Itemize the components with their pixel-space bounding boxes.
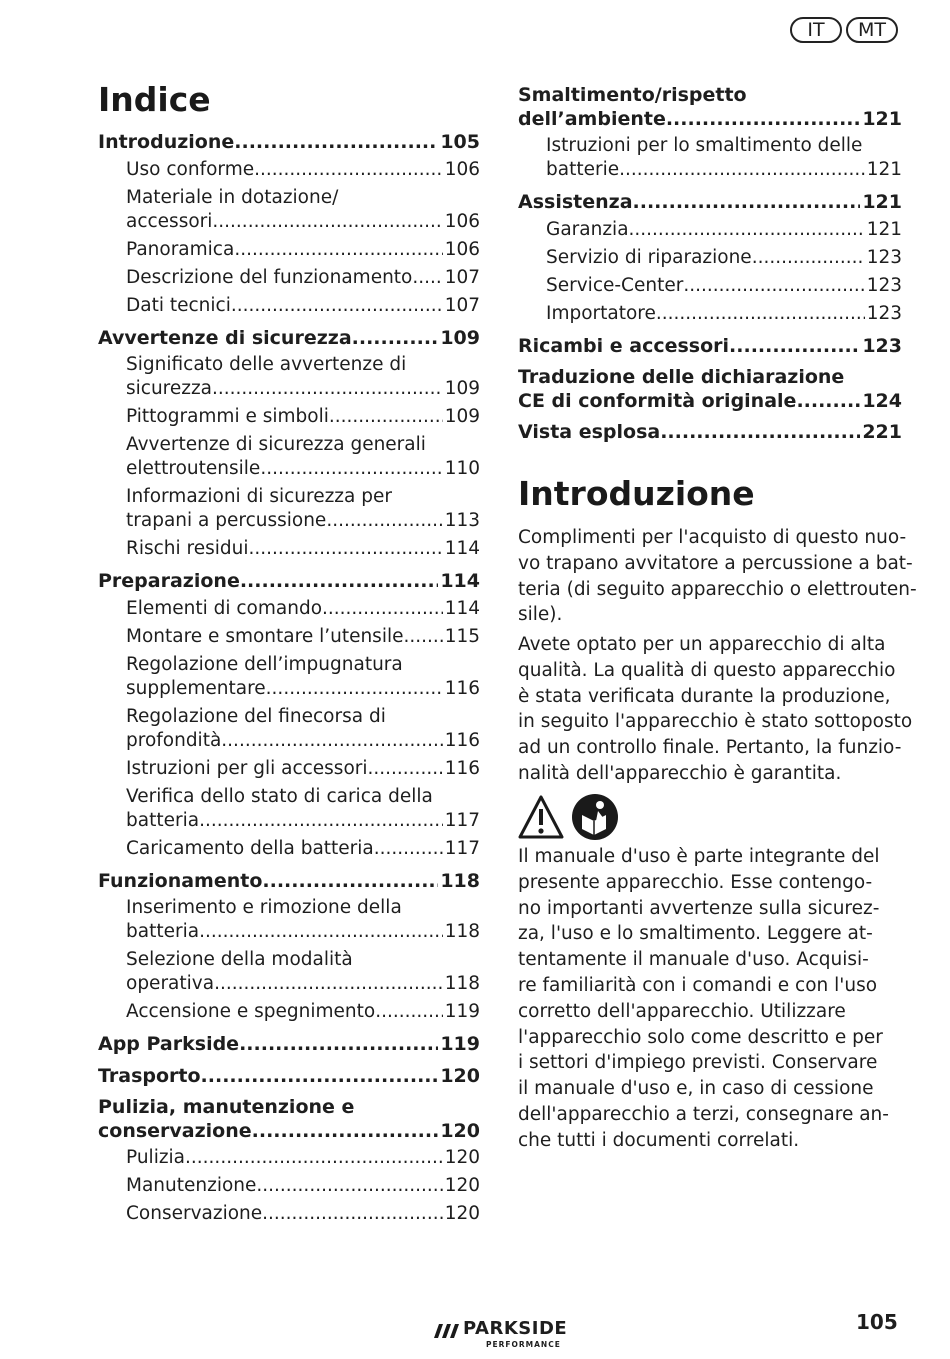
paragraph-line: è stata verificata durante la produzione, (518, 685, 891, 707)
leader-dots (729, 334, 860, 358)
leader-dots (239, 1032, 438, 1056)
leader-dots (212, 210, 442, 234)
language-badge-mt: MT (846, 17, 898, 43)
toc-entry-title: Istruzioni per gli accessori (126, 757, 368, 779)
leader-dots (254, 158, 443, 182)
toc-entry-title: batteria (126, 809, 200, 831)
toc-entry-title: Panoramica (126, 238, 235, 260)
toc-page-number: 123 (866, 246, 902, 268)
toc-entry-title: Rischi residui (126, 538, 249, 559)
left-toc-entry (98, 569, 480, 593)
paragraph-line: i settori d'impiego previsti. Conservare (518, 1052, 878, 1074)
leader-dots (656, 302, 865, 326)
leader-dots (231, 294, 443, 318)
toc-entry-title: Informazioni di sicurezza per (126, 486, 392, 507)
left-toc-entry (126, 1174, 480, 1198)
toc-entry-title: Smaltimento/rispetto (518, 84, 747, 106)
left-toc-entry (126, 896, 480, 944)
toc-title: Indice (98, 80, 211, 119)
toc-page-number: 119 (444, 1001, 480, 1022)
leader-dots (633, 190, 861, 214)
toc-page-number: 107 (444, 266, 480, 288)
parkside-logo (430, 1318, 590, 1350)
toc-entry-title: Pittogrammi e simboli (126, 406, 329, 427)
leader-dots (368, 757, 443, 781)
right-toc-entry (546, 218, 902, 242)
paragraph-line: vo trapano avvitatore a percussione a bat- (518, 552, 913, 574)
toc-page-number: 123 (866, 302, 902, 324)
toc-page-number: 119 (440, 1033, 480, 1055)
toc-page-number: 123 (866, 274, 902, 296)
left-toc-entry (98, 869, 480, 893)
toc-entry-title: Verifica dello stato di carica della (126, 785, 433, 807)
toc-page-number: 121 (862, 191, 902, 213)
toc-entry-title: Assistenza (518, 191, 633, 213)
page-number: 105 (856, 1310, 898, 1334)
toc-page-number: 118 (444, 921, 480, 942)
leader-dots (201, 1064, 439, 1088)
toc-entry-title: Montare e smontare l’utensile (126, 625, 404, 647)
toc-page-number: 106 (444, 238, 480, 260)
leader-dots (256, 1174, 442, 1198)
leader-dots (214, 972, 443, 996)
toc-entry-title: Elementi di comando (126, 597, 323, 619)
left-toc-entry (126, 757, 480, 781)
leader-dots (240, 569, 438, 593)
toc-entry-title: sicurezza (126, 378, 213, 399)
paragraph-line: ad un controllo finale. Pertanto, la funzio- (518, 737, 902, 759)
leader-dots (752, 246, 865, 270)
section-title: Introduzione (518, 474, 755, 513)
toc-page-number: 114 (444, 597, 480, 619)
warning-triangle-icon (520, 797, 562, 837)
paragraph-line: che tutti i documenti correlati. (518, 1129, 800, 1151)
left-toc-entry (98, 326, 480, 350)
toc-page-number: 110 (444, 458, 480, 479)
toc-page-number: 106 (444, 210, 480, 232)
paragraph-line: nalità dell'apparecchio è garantita. (518, 762, 842, 784)
right-toc-entry (518, 365, 902, 413)
toc-entry-title: Avvertenze di sicurezza (98, 326, 352, 349)
toc-entry-title: Inserimento e rimozione della (126, 897, 402, 918)
left-toc-entry (98, 1064, 480, 1088)
paragraph-line: presente apparecchio. Esse contengo- (518, 871, 873, 893)
toc-page-number: 124 (862, 390, 902, 412)
toc-entry-title: Traduzione delle dichiarazione (518, 366, 845, 388)
toc-entry-title: conservazione (98, 1120, 252, 1142)
toc-entry-title: supplementare (126, 677, 266, 699)
left-toc-entry (126, 537, 480, 561)
left-toc-entry (126, 705, 480, 753)
toc-page-number: 113 (444, 510, 480, 531)
left-toc-entry (126, 1146, 480, 1170)
toc-page-number: 106 (444, 158, 480, 180)
leader-dots (252, 1119, 439, 1143)
leader-dots (249, 537, 443, 561)
brand-subline: PERFORMANCE (486, 1340, 561, 1349)
toc-entry-title: trapani a percussione (126, 510, 327, 531)
toc-entry-title: Conservazione (126, 1203, 263, 1224)
safety-icons (518, 793, 628, 843)
left-toc-entry (126, 948, 480, 996)
toc-entry-title: Significato delle avvertenze di (126, 354, 407, 375)
leader-dots (660, 420, 860, 444)
toc-entry-title: Uso conforme (126, 158, 255, 180)
left-toc-entry (126, 186, 480, 234)
right-toc-entry (546, 302, 902, 326)
toc-entry-title: Dati tecnici (126, 294, 231, 316)
toc-entry-title: Descrizione del funzionamento (126, 266, 413, 288)
right-toc-entry (518, 83, 902, 131)
right-toc-entry (546, 246, 902, 270)
toc-entry-title: Vista esplosa (518, 421, 661, 443)
left-toc-entry (126, 837, 480, 861)
left-toc-entry (126, 485, 480, 533)
toc-page-number: 120 (440, 1120, 480, 1142)
toc-page-number: 115 (444, 625, 480, 647)
toc-entry-title: elettroutensile (126, 458, 261, 479)
left-toc-entry (126, 158, 480, 182)
paragraph-line: re familiarità con i comandi e con l'uso (518, 974, 878, 996)
paragraph-line: l'apparecchio solo come descritto e per (518, 1026, 883, 1048)
leader-dots (683, 274, 864, 298)
left-toc-entry (126, 597, 480, 621)
leader-dots (352, 326, 439, 350)
right-toc-entry (518, 334, 902, 358)
leader-dots (262, 1202, 443, 1226)
left-toc-entry (126, 433, 480, 481)
leader-dots (619, 158, 865, 182)
leader-dots (234, 130, 438, 154)
toc-page-number: 105 (440, 131, 480, 153)
toc-page-number: 109 (444, 406, 480, 427)
paragraph-line: Il manuale d'uso è parte integrante del (518, 846, 880, 867)
left-toc-entry (126, 238, 480, 262)
toc-page-number: 121 (866, 159, 902, 180)
leader-dots (212, 377, 443, 401)
intro-paragraph-2 (518, 632, 912, 787)
left-toc-entry (126, 353, 480, 401)
toc-entry-title: Funzionamento (98, 869, 263, 892)
leader-dots (221, 729, 442, 753)
toc-page-number: 117 (444, 809, 480, 831)
toc-page-number: 116 (444, 677, 480, 699)
leader-dots (374, 837, 443, 861)
read-manual-icon (572, 794, 618, 840)
leader-dots (796, 389, 860, 413)
paragraph-line: dell'apparecchio a terzi, consegnare an- (518, 1103, 889, 1125)
paragraph-line: teria (di seguito apparecchio o elettrouten- (518, 578, 917, 600)
paragraph-line: za, l'uso e lo smaltimento. Leggere at- (518, 923, 873, 945)
left-toc-entry (126, 653, 480, 701)
left-toc-entry (98, 1095, 480, 1143)
left-toc-entry (126, 1202, 480, 1226)
toc-entry-title: Avvertenze di sicurezza generali (126, 434, 426, 455)
toc-entry-title: Introduzione (98, 131, 235, 153)
paragraph-line: qualità. La qualità di questo apparecchio (518, 659, 896, 681)
intro-paragraph-1 (518, 525, 917, 628)
left-toc-entry (126, 1000, 480, 1024)
left-toc-entry (126, 266, 480, 290)
paragraph-line: in seguito l'apparecchio è stato sottoposto (518, 711, 913, 733)
paragraph-line: no importanti avvertenze sulla sicurez- (518, 897, 880, 919)
toc-entry-title: Caricamento della batteria (126, 837, 374, 859)
toc-entry-title: dell’ambiente (518, 108, 666, 130)
intro-paragraph-3 (518, 844, 889, 1154)
toc-page-number: 116 (444, 729, 480, 751)
toc-entry-title: batteria (126, 921, 200, 942)
toc-entry-title: Istruzioni per lo smaltimento delle (546, 135, 863, 156)
toc-entry-title: CE di conformità originale (518, 390, 797, 412)
paragraph-line: tentamente il manuale d'uso. Acquisi- (518, 949, 869, 971)
brand-name: PARKSIDE (463, 1318, 568, 1339)
right-toc-entry (546, 134, 902, 182)
toc-page-number: 121 (862, 108, 902, 130)
left-toc-entry (126, 405, 480, 429)
toc-entry-title: Garanzia (546, 218, 629, 240)
leader-dots (412, 266, 442, 290)
toc-page-number: 109 (440, 326, 480, 349)
toc-entry-title: Pulizia (126, 1147, 186, 1168)
leader-dots (403, 625, 442, 649)
toc-page-number: 120 (444, 1203, 480, 1224)
toc-page-number: 121 (866, 218, 902, 240)
left-toc-entry (98, 1032, 480, 1056)
leader-dots (329, 405, 443, 429)
leader-dots (234, 238, 442, 262)
right-toc-entry (518, 190, 902, 214)
right-toc-entry (518, 420, 902, 444)
toc-entry-title: Regolazione dell’impugnatura (126, 653, 403, 675)
paragraph-line: Complimenti per l'acquisto di questo nuo- (518, 527, 907, 548)
language-badge-it: IT (790, 17, 842, 43)
leader-dots (266, 677, 443, 701)
toc-entry-title: accessori (126, 210, 213, 232)
toc-entry-title: profondità (126, 729, 222, 751)
toc-page-number: 114 (444, 538, 480, 559)
paragraph-line: Avete optato per un apparecchio di alta (518, 634, 886, 655)
leader-dots (199, 920, 443, 944)
toc-page-number: 118 (440, 869, 480, 892)
leader-dots (666, 107, 860, 131)
left-toc-entry (98, 130, 480, 154)
leader-dots (185, 1146, 443, 1170)
toc-entry-title: Selezione della modalità (126, 949, 353, 970)
toc-entry-title: Accensione e spegnimento (126, 1001, 376, 1022)
paragraph-line: il manuale d'uso e, in caso di cessione (518, 1078, 874, 1100)
paragraph-line: sile). (518, 604, 563, 626)
toc-page-number: 109 (444, 378, 480, 399)
toc-page-number: 123 (862, 334, 902, 357)
left-toc-entry (126, 785, 480, 833)
toc-entry-title: App Parkside (98, 1033, 240, 1055)
toc-entry-title: batterie (546, 159, 620, 180)
toc-entry-title: Materiale in dotazione/ (126, 186, 339, 208)
toc-page-number: 118 (444, 973, 480, 994)
toc-entry-title: Manutenzione (126, 1175, 257, 1196)
toc-page-number: 117 (444, 837, 480, 859)
right-toc-entry (546, 274, 902, 298)
left-toc-entry (126, 294, 480, 318)
toc-entry-title: Servizio di riparazione (546, 246, 752, 268)
toc-entry-title: Trasporto (98, 1064, 201, 1087)
toc-page-number: 221 (862, 421, 902, 443)
toc-page-number: 116 (444, 757, 480, 779)
toc-page-number: 114 (440, 570, 480, 592)
paragraph-line: corretto dell'apparecchio. Utilizzare (518, 1000, 846, 1022)
leader-dots (262, 869, 438, 893)
toc-entry-title: Regolazione del finecorsa di (126, 705, 386, 727)
toc-page-number: 107 (444, 294, 480, 316)
toc-entry-title: operativa (126, 973, 215, 994)
toc-page-number: 120 (444, 1147, 480, 1168)
leader-dots (629, 218, 865, 242)
leader-dots (326, 509, 442, 533)
toc-entry-title: Ricambi e accessori (518, 334, 730, 357)
toc-page-number: 120 (444, 1175, 480, 1196)
left-toc-entry (126, 625, 480, 649)
leader-dots (322, 597, 443, 621)
toc-entry-title: Importatore (546, 302, 656, 324)
toc-entry-title: Preparazione (98, 570, 240, 592)
leader-dots (375, 1000, 442, 1024)
toc-page-number: 120 (440, 1064, 480, 1087)
leader-dots (199, 809, 443, 833)
toc-entry-title: Pulizia, manutenzione e (98, 1096, 355, 1118)
toc-entry-title: Service-Center (546, 274, 684, 296)
leader-dots (260, 457, 442, 481)
